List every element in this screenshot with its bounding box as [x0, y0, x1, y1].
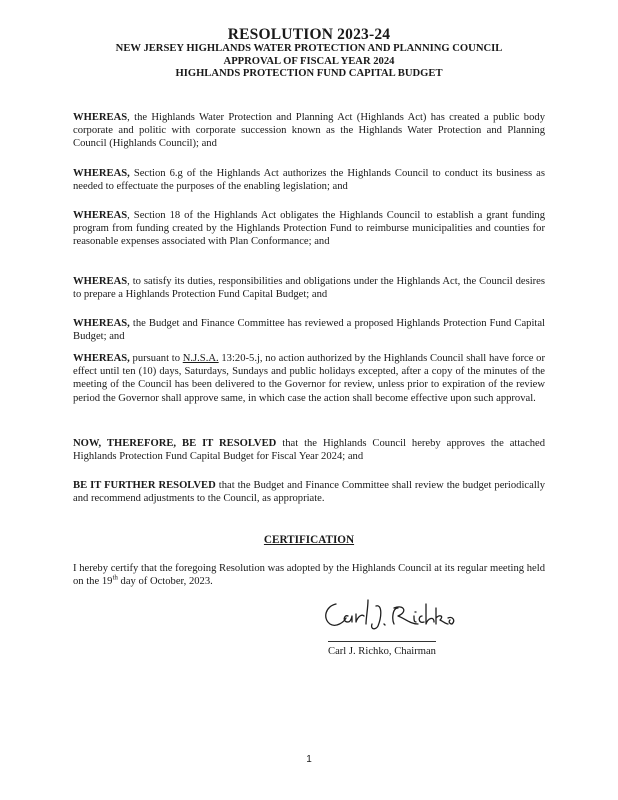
clause-text: Section 6.g of the Highlands Act authorizes the Highlands Council to conduct its business as needed to effectuate the purposes of the enabling legislation; and	[73, 168, 545, 193]
signature-line	[328, 641, 436, 642]
certification-text	[73, 562, 545, 588]
clause-text: that the Highlands Council hereby approves the attached Highlands Protection Fund Capital Budget for Fiscal Year 2024; and	[73, 438, 545, 463]
certification-heading: CERTIFICATION	[263, 534, 355, 546]
clause-lead: NOW, THEREFORE, BE IT RESOLVED	[73, 438, 277, 449]
approval-line: APPROVAL OF FISCAL YEAR 2024	[223, 55, 395, 67]
statute-citation: N.J.S.A.	[182, 353, 219, 364]
clause-7	[73, 437, 545, 463]
clause-lead: WHEREAS,	[73, 318, 130, 329]
council-name: NEW JERSEY HIGHLANDS WATER PROTECTION AND PLANNING COUNCIL	[115, 43, 503, 54]
page-number: 1	[306, 754, 312, 765]
signatory-name: Carl J. Richko, Chairman	[328, 646, 436, 657]
clause-lead: WHEREAS	[73, 276, 128, 287]
ordinal-suffix: th	[112, 573, 118, 582]
clause-6	[73, 352, 545, 405]
resolution-title: RESOLUTION 2023-24	[227, 26, 391, 43]
clause-text: 13:20-5.j, no action authorized by the Highlands Council shall have force or effect until ten (10) days, Saturdays, Sundays and public holidays excepted, after a copy of the minutes of the meeting of the Council has been delivered to the Governor for review, unless prior to expiration of the review period the Governor shall approve same, in which case the action shall become effective upon such approval.	[73, 353, 545, 404]
clause-text: , the Highlands Water Protection and Planning Act (Highlands Act) has created a public body corporate and politic with corporate succession known as the Highlands Water Protection and Planning Council (Highlands Council); and	[73, 112, 545, 150]
clause-text: , to satisfy its duties, responsibilities and obligations under the Highlands Act, the Council desires to prepare a Highlands Protection Fund Capital Budget; and	[73, 276, 545, 301]
budget-name: HIGHLANDS PROTECTION FUND CAPITAL BUDGET	[175, 68, 443, 79]
clause-lead: WHEREAS	[73, 112, 128, 123]
clause-lead: WHEREAS,	[73, 168, 130, 179]
clause-1	[73, 111, 545, 151]
clause-8	[73, 479, 545, 505]
cert-text-after: day of October, 2023.	[117, 576, 213, 588]
clause-2	[73, 167, 545, 193]
handwritten-signature	[318, 594, 458, 634]
clause-lead: WHEREAS,	[73, 353, 130, 364]
clause-4	[73, 275, 545, 301]
clause-5	[73, 317, 545, 343]
clause-lead: BE IT FURTHER RESOLVED	[73, 480, 216, 491]
clause-text: that the Budget and Finance Committee shall review the budget periodically and recommend adjustments to the Council, as appropriate.	[73, 480, 545, 505]
cert-text-before: I hereby certify that the foregoing Resolution was adopted by the Highlands Council at its regular meeting held on the 19	[73, 563, 545, 588]
clause-lead: WHEREAS	[73, 210, 128, 221]
clause-pre: pursuant to	[129, 353, 183, 364]
document-header	[0, 26, 618, 81]
clause-text: , Section 18 of the Highlands Act obligates the Highlands Council to establish a grant funding program from funding created by the Highlands Protection Fund to reimburse municipalities and counties for reasonable expenses associated with Plan Conformance; and	[73, 210, 545, 248]
clause-3	[73, 209, 545, 249]
clause-text: the Budget and Finance Committee has reviewed a proposed Highlands Protection Fund Capital Budget; and	[73, 318, 545, 343]
